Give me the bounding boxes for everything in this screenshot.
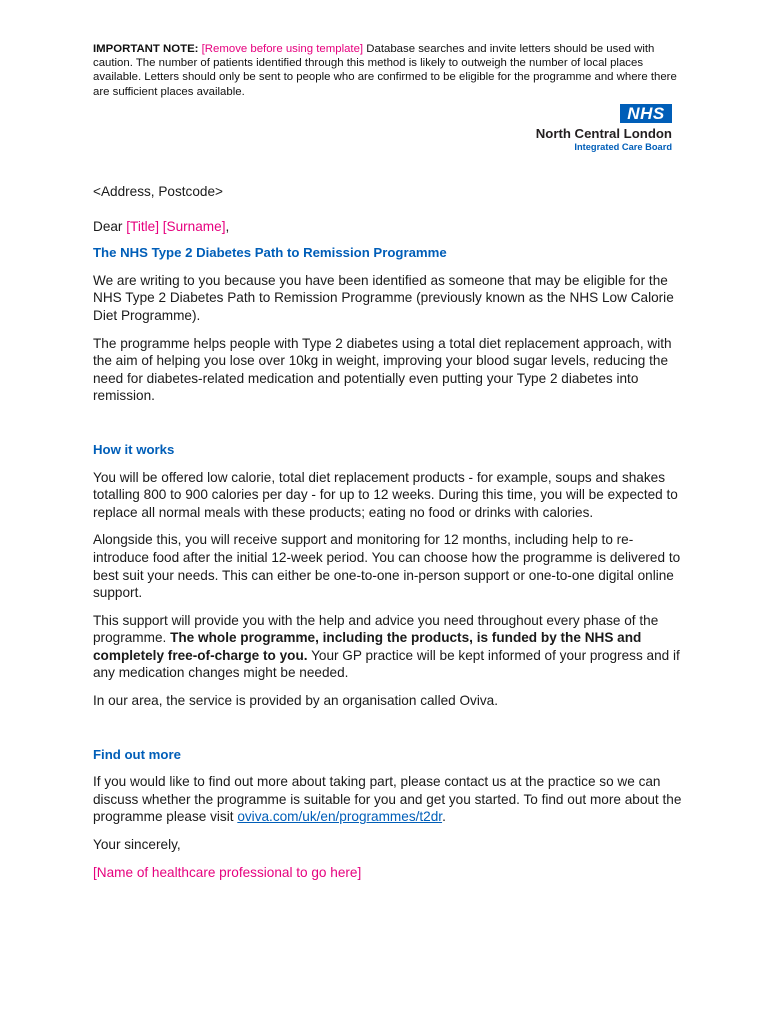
important-note	[93, 42, 678, 99]
find-paragraph	[93, 773, 683, 826]
how-paragraph-4: In our area, the service is provided by an organisation called Oviva.	[93, 693, 499, 709]
programme-link[interactable]: oviva.com/uk/en/programmes/t2dr	[237, 809, 443, 825]
find-text: If you would like to find out more about taking part, please contact us at the practice so we can discuss whether the programme is suitable for you and get you started. To find out more about the programme please visit	[93, 774, 682, 825]
how-p3-start: This support will provide you with the help and advice you need throughout every phase of the programme.	[93, 612, 659, 646]
how-paragraph-3	[93, 612, 683, 682]
how-paragraph-2: Alongside this, you will receive support and monitoring for 12 months, including help to re-introduce food after the initial 12-week period. You can choose how the programme is delivered to best suit your needs. This can either be one-to-one in-person support or one-to-one digital online support.	[93, 532, 681, 601]
nhs-logo	[512, 104, 672, 154]
salutation	[93, 218, 683, 236]
address-placeholder: <Address, Postcode>	[93, 184, 223, 199]
how-p3-bold: The whole programme, including the products, is funded by the NHS and completely free-of-charge to you.	[93, 630, 642, 663]
find-period: .	[442, 809, 446, 825]
how-it-works-heading: How it works	[93, 441, 175, 457]
nhs-logo-box: NHS	[620, 104, 672, 123]
intro-paragraph-1: We are writing to you because you have been identified as someone that may be eligible for the NHS Type 2 Diabetes Path to Remission Programme (previously known as the NHS Low Calorie Diet Programme).	[93, 272, 674, 323]
salutation-placeholder: [Title] [Surname]	[126, 218, 226, 234]
find-out-more-heading: Find out more	[93, 746, 181, 762]
note-label: IMPORTANT NOTE:	[93, 43, 199, 55]
intro-paragraph-2: The programme helps people with Type 2 diabetes using a total diet replacement approach, with the aim of helping you lose over 10kg in weight, improving your blood sugar levels, reducing the need for diabetes-related medication and potentially even putting your Type 2 diabetes into remission.	[93, 335, 672, 404]
how-paragraph-1: You will be offered low calorie, total diet replacement products - for example, soups and shakes totalling 800 to 900 calories per day - for up to 12 weeks. During this time, you will be expected to replace all normal meals with these products; eating no food or drinks with calories.	[93, 469, 678, 520]
salutation-comma: ,	[225, 218, 230, 234]
signature-placeholder: [Name of healthcare professional to go here]	[93, 864, 362, 880]
letter-body	[93, 183, 683, 881]
note-text: Database searches and invite letters should be used with caution. The number of patients identified through this method is likely to outweigh the number of local places available. Letters should only be sent to people who are confirmed to be eligible for the programme and where there are sufficient places available.	[93, 43, 677, 98]
letter-title: The NHS Type 2 Diabetes Path to Remission Programme	[93, 245, 447, 261]
salutation-dear: Dear	[93, 218, 123, 234]
icb-name: Integrated Care Board	[574, 142, 672, 152]
note-remove-tag: [Remove before using template]	[201, 43, 364, 55]
closing: Your sincerely,	[93, 837, 181, 853]
how-p3-end: Your GP practice will be kept informed of your progress and if any medication changes might be needed.	[93, 647, 680, 681]
org-name: North Central London	[535, 126, 672, 141]
